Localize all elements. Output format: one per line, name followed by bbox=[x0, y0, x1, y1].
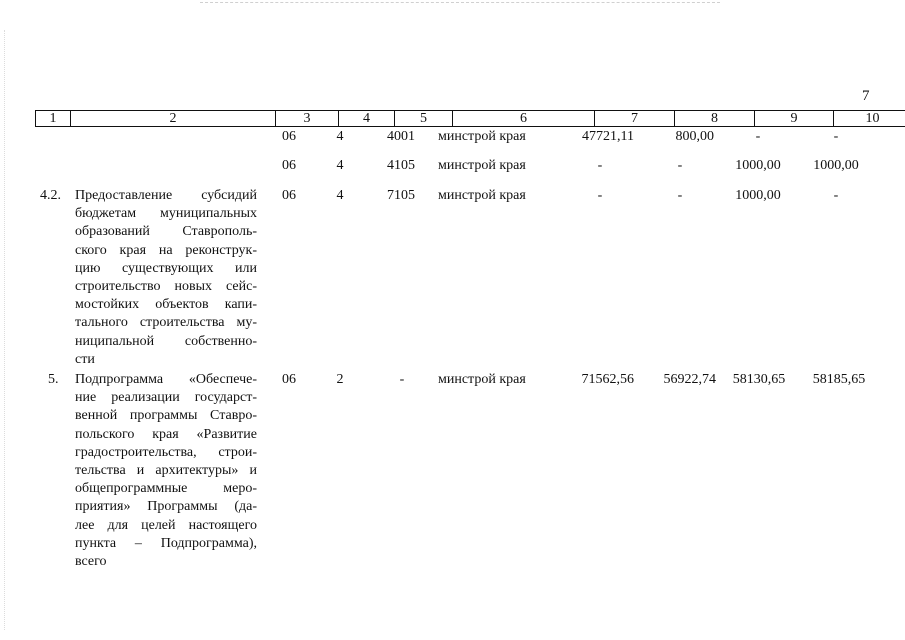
description-line: Предоставление субсидий bbox=[75, 188, 257, 203]
row-1-col-7: 47721,11 bbox=[582, 129, 634, 144]
description-line: тального строительства му- bbox=[75, 315, 257, 331]
description-line: Подпрограмма «Обеспече- bbox=[75, 372, 257, 387]
header-col-6: 6 bbox=[453, 111, 595, 127]
row-4-col-8: 56922,74 bbox=[663, 372, 716, 387]
row-2-col-10: 1000,00 bbox=[813, 158, 859, 173]
description-line: сти bbox=[75, 351, 95, 367]
row-2-code-subsection: 4 bbox=[336, 158, 344, 173]
row-2-code-section: 06 bbox=[282, 158, 296, 173]
description-line: всего bbox=[75, 554, 107, 570]
description-line: мостойких объектов капи- bbox=[75, 297, 257, 313]
row-3-col-7: - bbox=[597, 188, 603, 203]
row-1-col-10: - bbox=[833, 129, 839, 144]
row-2-executor: минстрой края bbox=[438, 158, 526, 173]
description-line: градостроительства, строи- bbox=[75, 444, 257, 460]
row-4-code-section: 06 bbox=[282, 372, 296, 387]
scan-artifact-left bbox=[4, 30, 5, 630]
row-1-col-9: - bbox=[755, 129, 761, 144]
header-col-2: 2 bbox=[71, 111, 276, 127]
row-3-description bbox=[75, 187, 257, 369]
header-col-5: 5 bbox=[395, 111, 453, 127]
header-col-7: 7 bbox=[595, 111, 675, 127]
row-1-executor: минстрой края bbox=[438, 129, 526, 144]
description-line: цию существующих или bbox=[75, 260, 257, 276]
header-col-9: 9 bbox=[755, 111, 834, 127]
description-line: ние реализации государст- bbox=[75, 390, 257, 406]
row-2-col-7: - bbox=[597, 158, 603, 173]
row-4-executor: минстрой края bbox=[438, 372, 526, 387]
row-3-col-10: - bbox=[833, 188, 839, 203]
row-2-code-target: 4105 bbox=[387, 158, 415, 173]
description-line: ниципальной собственно- bbox=[75, 333, 257, 349]
description-line: тельства и архитектуры» и bbox=[75, 463, 257, 479]
scan-artifact-top bbox=[200, 2, 720, 3]
header-col-1: 1 bbox=[36, 111, 71, 127]
page-number: 7 bbox=[862, 88, 870, 104]
row-3-code-subsection: 4 bbox=[336, 188, 344, 203]
description-line: общепрограммные меро- bbox=[75, 481, 257, 497]
row-3-code-target: 7105 bbox=[387, 188, 415, 203]
description-line: строительство новых сейс- bbox=[75, 279, 257, 295]
row-1-code-section: 06 bbox=[282, 129, 296, 144]
row-4-description bbox=[75, 371, 257, 571]
row-4-code-subsection: 2 bbox=[336, 372, 344, 387]
row-3-col-8: - bbox=[677, 188, 683, 203]
row-4-col-10: 58185,65 bbox=[812, 372, 866, 387]
row-3-executor: минстрой края bbox=[438, 188, 526, 203]
column-number-header bbox=[35, 110, 905, 127]
description-line: польского края «Развитие bbox=[75, 426, 257, 442]
description-line: венной программы Ставро- bbox=[75, 408, 257, 424]
description-line: пункта – Подпрограмма), bbox=[75, 535, 257, 551]
row-1-code-subsection: 4 bbox=[336, 129, 344, 144]
row-4-col-7: 71562,56 bbox=[581, 372, 634, 387]
row-3-col-9: 1000,00 bbox=[735, 188, 781, 203]
row-4-col-9: 58130,65 bbox=[732, 372, 786, 387]
header-col-4: 4 bbox=[339, 111, 395, 127]
row-4-item-number: 5. bbox=[48, 372, 59, 387]
row-1-col-8: 800,00 bbox=[675, 129, 714, 144]
header-col-10: 10 bbox=[834, 111, 905, 127]
description-line: приятия» Программы (да- bbox=[75, 499, 257, 515]
header-col-8: 8 bbox=[675, 111, 755, 127]
row-2-col-9: 1000,00 bbox=[735, 158, 781, 173]
header-col-3: 3 bbox=[276, 111, 339, 127]
description-line: бюджетам муниципальных bbox=[75, 206, 257, 222]
row-1-code-target: 4001 bbox=[387, 129, 415, 144]
description-line: образований Ставрополь- bbox=[75, 224, 257, 240]
row-2-col-8: - bbox=[677, 158, 683, 173]
row-3-item-number: 4.2. bbox=[40, 188, 61, 203]
row-4-code-target: - bbox=[399, 372, 405, 387]
description-line: лее для целей настоящего bbox=[75, 517, 257, 533]
row-3-code-section: 06 bbox=[282, 188, 296, 203]
description-line: ского края на реконструк- bbox=[75, 242, 257, 258]
